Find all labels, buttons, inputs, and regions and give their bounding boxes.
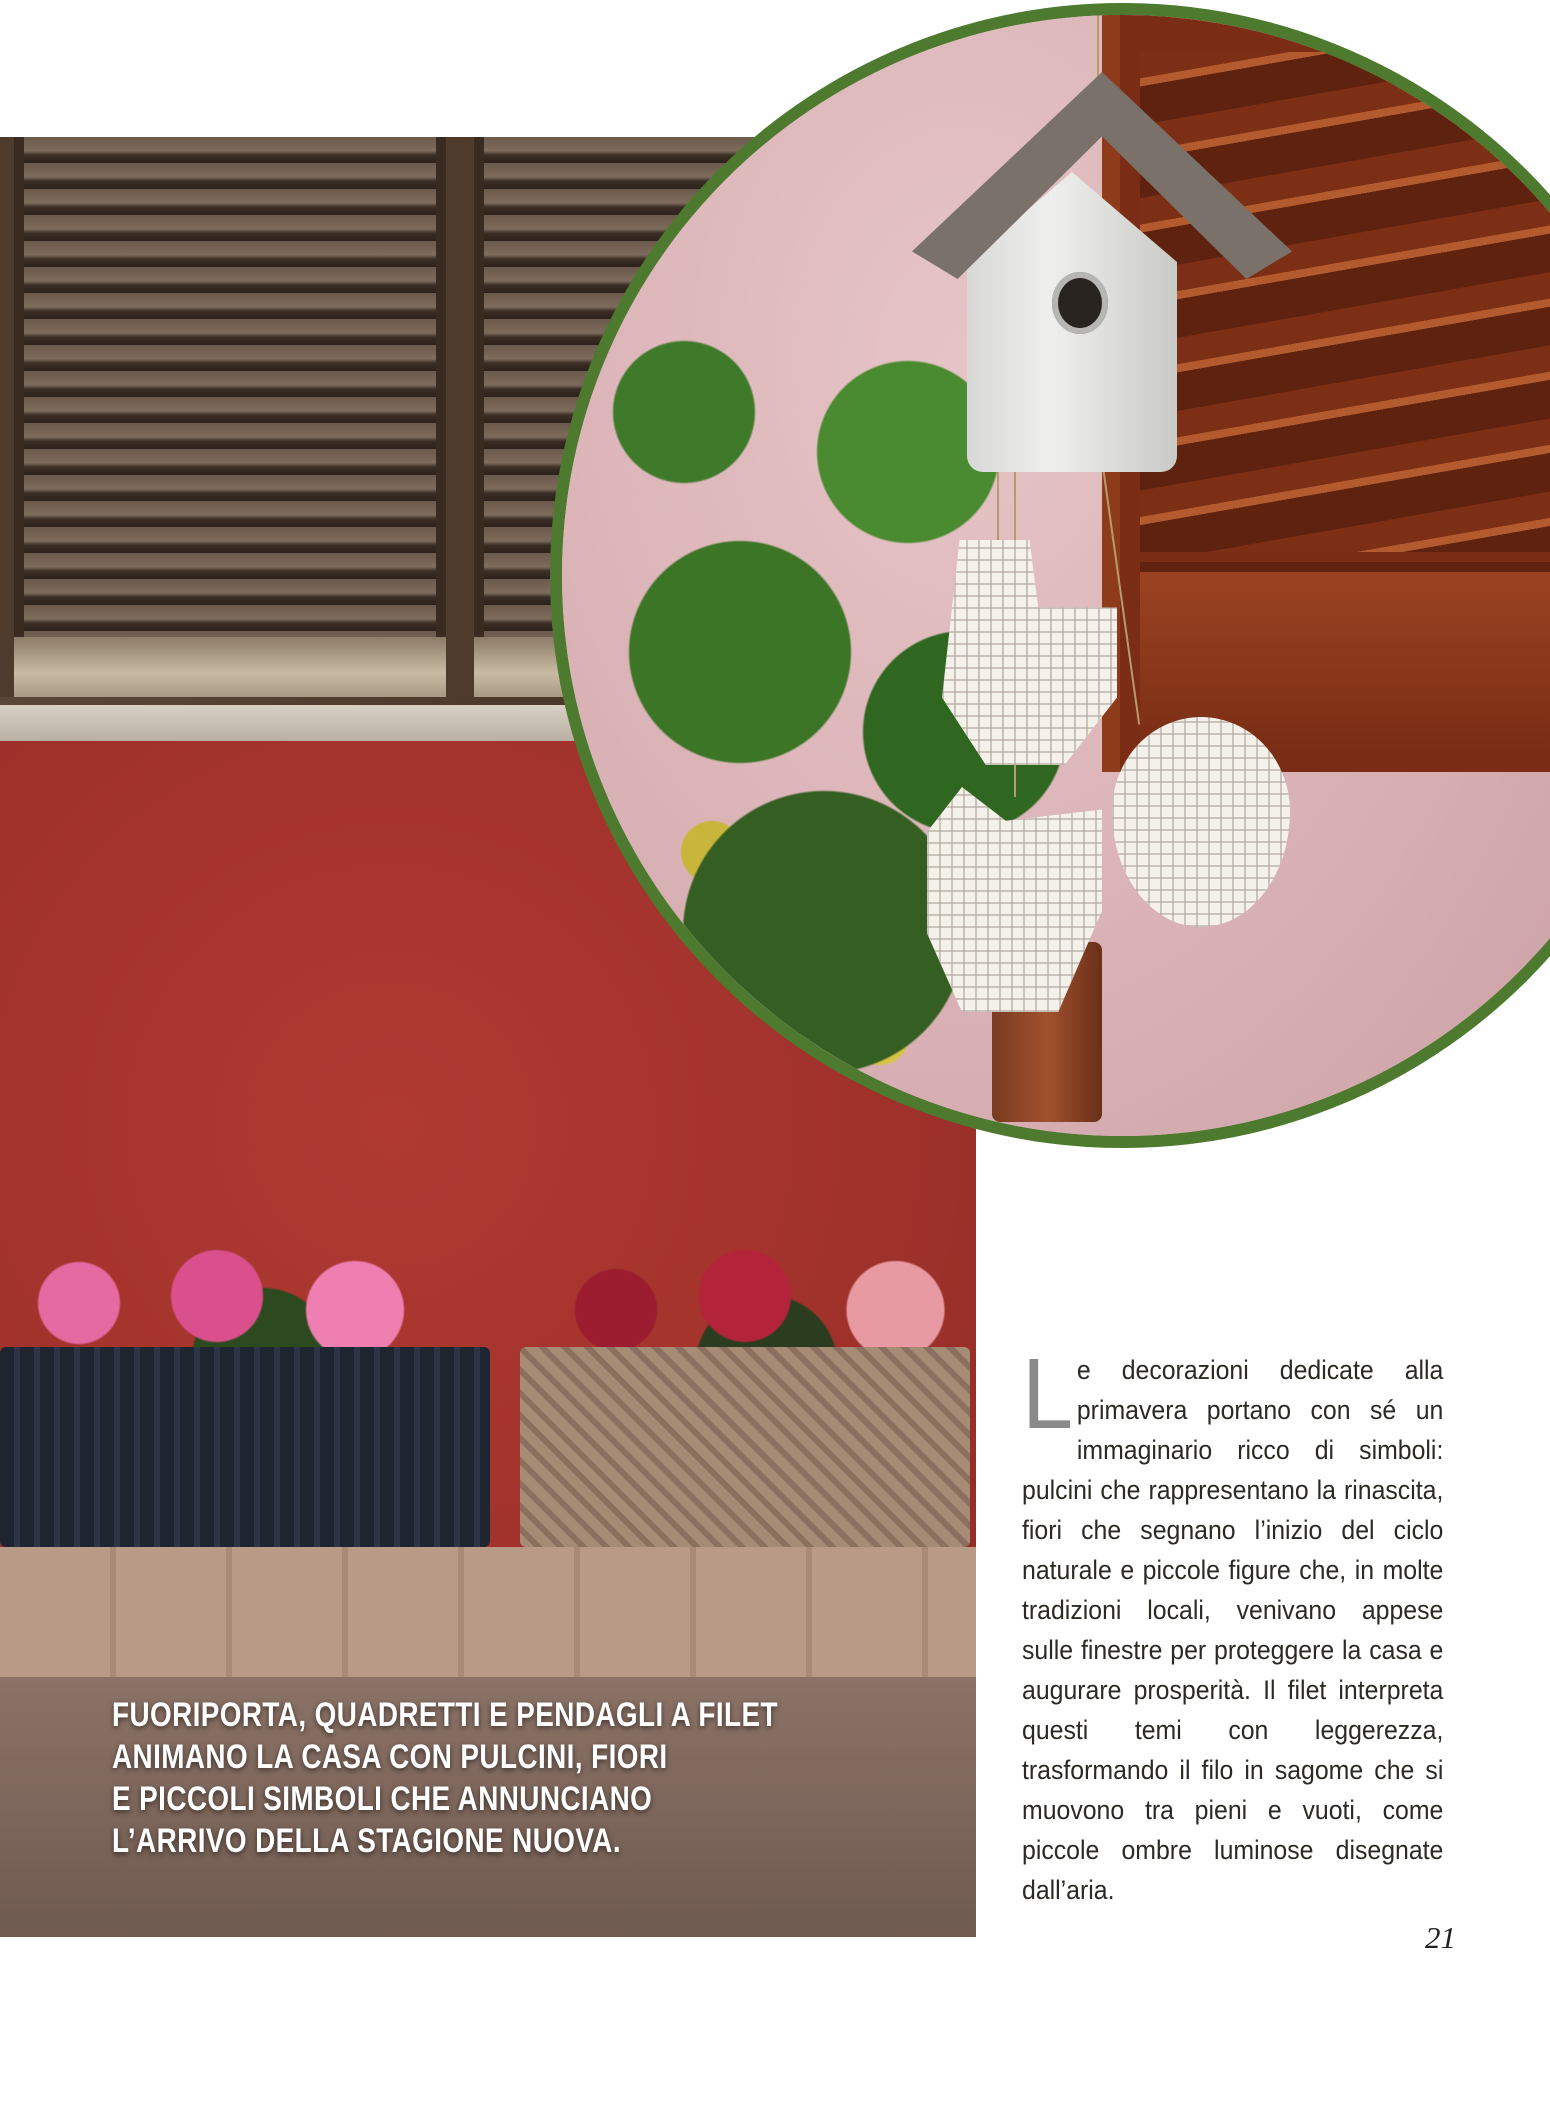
- caption-line-1: FUORIPORTA, QUADRETTI E PENDAGLI A FILET: [112, 1696, 778, 1734]
- birdhouse-hole: [1052, 272, 1108, 334]
- caption-line-4: L’ARRIVO DELLA STAGIONE NUOVA.: [112, 1822, 622, 1860]
- page-number: 21: [1425, 1920, 1456, 1955]
- drop-cap: L: [1022, 1338, 1074, 1450]
- article-body-text: e decorazioni dedicate alla primavera portano con sé un immaginario ricco di simboli: pulcini che rappresentano la rinascita, fiori che segnano l’inizio del ciclo naturale e piccole figure che, in molte tradizioni locali, venivano appese sulle finestre per proteggere la casa e augurare prosperità. Il filet interpreta questi temi con leggerezza, trasformando il filo in sagome che si muovono tra pieni e vuoti, come piccole ombre luminose disegnate dall’aria.: [1022, 1355, 1444, 1905]
- photo-caption: [112, 1694, 817, 1862]
- dark-planter-box: [0, 1347, 490, 1547]
- caption-line-3: E PICCOLI SIMBOLI CHE ANNUNCIANO: [112, 1780, 653, 1818]
- birdhouse: [912, 72, 1292, 482]
- stone-curb: [0, 1547, 976, 1677]
- article-body: [1022, 1338, 1444, 1910]
- wooden-shutter-left: [0, 137, 460, 697]
- circular-inset-photo: [550, 3, 1550, 1148]
- wicker-planter-box: [520, 1347, 970, 1547]
- caption-line-2: ANIMANO LA CASA CON PULCINI, FIORI: [112, 1738, 668, 1776]
